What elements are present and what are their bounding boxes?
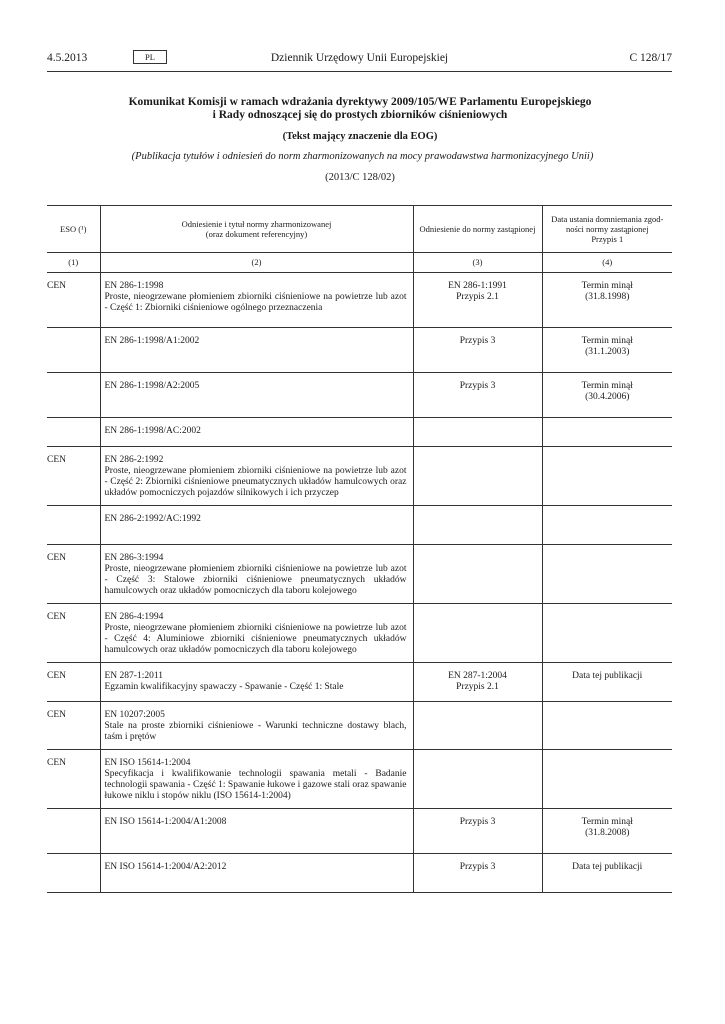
table-row — [47, 663, 672, 702]
standard-title: Egzamin kwalifikacyjny spawaczy - Spawanie - Część 1: Stale — [104, 682, 344, 692]
header-rule — [47, 71, 672, 72]
standard-reference: EN ISO 15614-1:2004/A2:2012 — [104, 862, 227, 872]
standard-reference: EN 286-2:1992 — [104, 455, 164, 465]
superseded-cell — [413, 273, 542, 328]
superseded-cell — [413, 545, 542, 604]
page-header — [47, 50, 672, 70]
document-reference: (2013/C 128/02) — [325, 172, 395, 183]
standard-reference: EN 286-1:1998/A1:2002 — [104, 336, 200, 346]
column-number: (2) — [100, 253, 413, 273]
superseded-cell — [413, 750, 542, 809]
eso-cell: CEN — [47, 702, 100, 750]
standard-title: Stale na proste zbiorniki ciśnieniowe - Warunki techniczne dostawy blach, taśm i prętów — [104, 721, 407, 742]
table-row — [47, 750, 672, 809]
reference-cell — [100, 506, 413, 545]
reference-cell — [100, 750, 413, 809]
reference-cell — [100, 418, 413, 447]
header-date-line-1: Data ustania domniemania zgod- — [551, 214, 664, 224]
standards-table — [47, 205, 672, 893]
eso-cell: CEN — [47, 447, 100, 506]
eso-cell — [47, 418, 100, 447]
superseded-note: Przypis 2.1 — [456, 292, 499, 302]
header-reference-line-2: (oraz dokument referencyjny) — [205, 229, 308, 239]
reference-cell — [100, 373, 413, 418]
eso-cell — [47, 328, 100, 373]
eea-relevance: (Tekst mający znaczenie dla EOG) — [282, 131, 438, 142]
header-date-line-2: ności normy zastąpionej — [565, 224, 649, 234]
date-cell — [542, 854, 672, 893]
table-row — [47, 604, 672, 663]
reference-cell — [100, 702, 413, 750]
header-reference-line-1: Odniesienie i tytuł normy zharmonizowanej — [181, 219, 332, 229]
eso-cell — [47, 809, 100, 854]
standard-reference: EN 286-4:1994 — [104, 612, 164, 622]
header-reference — [100, 206, 413, 253]
standard-title: Specyfikacja i kwalifikowanie technologii spawania metali - Badanie technologii spawania - Część 1: Spawanie łukowe i gazowe stali oraz spawanie łukowe niklu i stopów niklu (ISO 15614-1:2004) — [104, 769, 407, 801]
standard-title: Proste, nieogrzewane płomieniem zbiorniki ciśnieniowe na powietrze lub azot - Część 1: Zbiorniki ciśnieniowe ogólnego przeznaczenia — [104, 292, 407, 313]
eso-cell: CEN — [47, 750, 100, 809]
column-number-row — [47, 253, 672, 273]
standard-title: Proste, nieogrzewane płomieniem zbiorniki ciśnieniowe na powietrze lub azot - Część 3: Stalowe zbiorniki ciśnieniowe pneumatycznych układów hamulcowych oraz układów pomocniczych dla taboru kolejowego — [104, 564, 407, 596]
title-line-1: Komunikat Komisji w ramach wdrażania dyrektywy 2009/105/WE Parlamentu Europejskiego — [128, 96, 592, 108]
table-row — [47, 373, 672, 418]
superseded-cell — [413, 373, 542, 418]
superseded-cell — [413, 506, 542, 545]
reference-cell — [100, 809, 413, 854]
date-status: Termin minął — [581, 281, 633, 291]
table-row — [47, 854, 672, 893]
reference-cell — [100, 328, 413, 373]
header-date-line-3: Przypis 1 — [591, 234, 624, 244]
eso-cell — [47, 373, 100, 418]
table-row — [47, 809, 672, 854]
standard-reference: EN ISO 15614-1:2004/A1:2008 — [104, 817, 227, 827]
reference-cell — [100, 545, 413, 604]
date-cell — [542, 447, 672, 506]
publication-date: 4.5.2013 — [47, 52, 88, 64]
table-row — [47, 506, 672, 545]
date-cell — [542, 273, 672, 328]
date-cell — [542, 545, 672, 604]
reference-cell — [100, 854, 413, 893]
reference-cell — [100, 447, 413, 506]
date-cell — [542, 506, 672, 545]
table-row — [47, 273, 672, 328]
date-cell — [542, 750, 672, 809]
column-number: (1) — [47, 253, 100, 273]
superseded-reference: EN 286-1:1991 — [448, 281, 507, 291]
table-row — [47, 447, 672, 506]
superseded-cell — [413, 702, 542, 750]
reference-cell — [100, 273, 413, 328]
standard-reference: EN 286-2:1992/AC:1992 — [104, 514, 201, 524]
date-status: Termin minął — [581, 817, 633, 827]
language-badge: PL — [133, 50, 167, 64]
eso-cell: CEN — [47, 663, 100, 702]
standard-reference: EN 286-1:1998/A2:2005 — [104, 381, 200, 391]
reference-cell — [100, 604, 413, 663]
standard-reference: EN 286-1:1998/AC:2002 — [104, 426, 201, 436]
standard-reference: EN 10207:2005 — [104, 710, 165, 720]
page-reference: C 128/17 — [629, 52, 672, 64]
superseded-reference: Przypis 3 — [459, 336, 496, 346]
superseded-reference: Przypis 3 — [459, 817, 496, 827]
eso-cell: CEN — [47, 273, 100, 328]
date-value: (31.8.1998) — [585, 292, 630, 302]
table-row — [47, 702, 672, 750]
date-status: Data tej publikacji — [572, 671, 643, 681]
standard-reference: EN ISO 15614-1:2004 — [104, 758, 191, 768]
superseded-note: Przypis 2.1 — [456, 682, 499, 692]
superseded-cell — [413, 604, 542, 663]
date-cell — [542, 418, 672, 447]
date-cell — [542, 702, 672, 750]
standard-reference: EN 287-1:2011 — [104, 671, 163, 681]
title-line-2: i Rady odnoszącej się do prostych zbiorników ciśnieniowych — [212, 109, 508, 121]
date-status: Termin minął — [581, 336, 633, 346]
table-row — [47, 328, 672, 373]
eso-cell — [47, 854, 100, 893]
date-cell — [542, 604, 672, 663]
table-row — [47, 418, 672, 447]
superseded-cell — [413, 809, 542, 854]
date-cell — [542, 663, 672, 702]
superseded-cell — [413, 418, 542, 447]
superseded-cell — [413, 663, 542, 702]
superseded-cell — [413, 447, 542, 506]
date-cell — [542, 809, 672, 854]
standard-reference: EN 286-3:1994 — [104, 553, 164, 563]
column-number: (3) — [413, 253, 542, 273]
eso-cell — [47, 506, 100, 545]
superseded-cell — [413, 328, 542, 373]
standard-title: Proste, nieogrzewane płomieniem zbiorniki ciśnieniowe na powietrze lub azot - Część 4: Aluminiowe zbiorniki ciśnieniowe pneumatycznych układów hamulcowych oraz układów pomocniczych dla taboru kolejowego — [104, 623, 407, 655]
publication-note: (Publikacja tytułów i odniesień do norm zharmonizowanych na mocy prawodawstwa harmonizacyjnego Unii) — [131, 151, 594, 162]
document-title — [60, 96, 660, 122]
eso-cell: CEN — [47, 545, 100, 604]
date-value: (31.8.2008) — [585, 828, 630, 838]
header-superseded: Odniesienie do normy zastąpionej — [413, 206, 542, 253]
reference-cell — [100, 663, 413, 702]
date-value: (31.1.2003) — [585, 347, 630, 357]
superseded-reference: Przypis 3 — [459, 862, 496, 872]
date-cell — [542, 373, 672, 418]
date-status: Termin minął — [581, 381, 633, 391]
table-header-row — [47, 206, 672, 253]
journal-title: Dziennik Urzędowy Unii Europejskiej — [270, 52, 449, 64]
eso-cell: CEN — [47, 604, 100, 663]
date-status: Data tej publikacji — [572, 862, 643, 872]
header-cessation-date — [542, 206, 672, 253]
date-value: (30.4.2006) — [585, 392, 630, 402]
superseded-cell — [413, 854, 542, 893]
date-cell — [542, 328, 672, 373]
superseded-reference: EN 287-1:2004 — [448, 671, 507, 681]
column-number: (4) — [542, 253, 672, 273]
superseded-reference: Przypis 3 — [459, 381, 496, 391]
standard-title: Proste, nieogrzewane płomieniem zbiorniki ciśnieniowe na powietrze lub azot - Część 2: Zbiorniki ciśnieniowe pneumatycznych układów hamulcowych oraz układów pomocniczych pojazdów silnikowych i ich przyczep — [104, 466, 407, 498]
standard-reference: EN 286-1:1998 — [104, 281, 164, 291]
header-eso: ESO (¹) — [47, 206, 100, 253]
table-row — [47, 545, 672, 604]
